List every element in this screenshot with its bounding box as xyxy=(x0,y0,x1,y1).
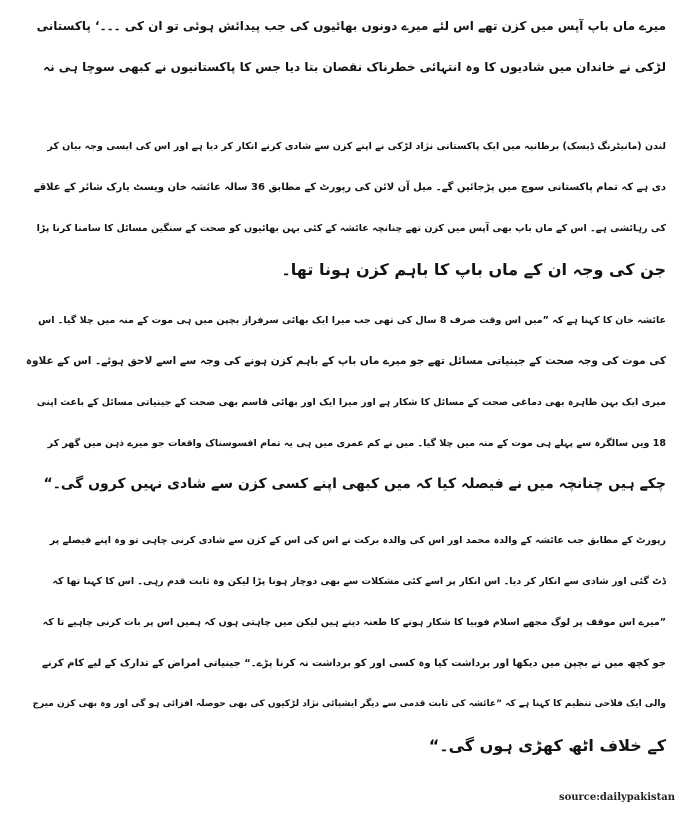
intro-paragraph xyxy=(26,6,666,88)
text-line: جو کچھ میں نے بچپن میں دیکھا اور برداشت کیا وہ کسی اور کو برداشت نہ کرنا پڑے۔“ جینیاتی امراض کے تدارک کے لیے کام کرنے xyxy=(41,658,666,669)
text-line: چکے ہیں چنانچہ میں نے فیصلہ کیا کہ میں کبھی اپنے کسی کزن سے شادی نہیں کروں گی۔“ xyxy=(43,476,666,492)
text-line: کی موت کی وجہ صحت کے جینیاتی مسائل تھے جو میرے ماں باپ کے باہم کزن ہونے کی وجہ سے اسے لاحق ہوئے۔ اس کے علاوہ xyxy=(26,355,666,367)
source-credit: source:dailypakistan xyxy=(558,792,675,803)
text-line: دی ہے کہ تمام پاکستانی سوچ میں پڑجائیں گے۔ میل آن لائن کی رپورٹ کے مطابق 36 سالہ عائشہ خان ویسٹ یارک شائر کے علاقے xyxy=(33,182,666,193)
text-line: عائشہ خان کا کہنا ہے کہ ”میں اس وقت صرف 8 سال کی تھی جب میرا ایک بھائی سرفراز بچپن میں ہی موت کے منہ میں چلا گیا۔ اس xyxy=(38,315,666,326)
text-line: لڑکی نے خاندان میں شادیوں کا وہ انتہائی خطرناک نقصان بتا دیا جس کا پاکستانیوں نے کبھی سوچا ہی نہ xyxy=(43,60,666,74)
text-line: رپورٹ کے مطابق جب عائشہ کے والدہ محمد اور اس کی والدہ برکت نے اس کی اس کے کزن سے شادی کرنی چاہی تو وہ اپنے فیصلے پر xyxy=(49,535,666,546)
body-paragraph-2 xyxy=(26,300,666,505)
body-paragraph-3 xyxy=(26,520,666,766)
text-line: ”میرے اس موقف پر لوگ مجھے اسلام فوبیا کا شکار ہونے کا طعنہ دیتے ہیں لیکن میں چاہتی ہوں کہ ہمیں اس پر بات کرنی چاہیے تا کہ xyxy=(42,617,666,628)
text-line: میرے ماں باپ آپس میں کزن تھے اس لئے میرے دونوں بھائیوں کی جب پیدائش ہوئی تو ان کی ۔۔۔‘ پاکستانی xyxy=(36,19,666,33)
text-line: کے خلاف اٹھ کھڑی ہوں گی۔“ xyxy=(428,736,666,755)
text-line: ڈٹ گئی اور شادی سے انکار کر دیا۔ اس انکار پر اسے کئی مشکلات سے بھی دوچار ہونا پڑا لیکن وہ ثابت قدم رہی۔ اس کا کہنا تھا کہ xyxy=(52,576,666,587)
text-line: والی ایک فلاحی تنظیم کا کہنا ہے کہ ”عائشہ کی ثابت قدمی سے دیگر ایشیائی نژاد لڑکیوں کی بھی حوصلہ افزائی ہو گی اور وہ بھی کزن میرج xyxy=(32,699,666,709)
text-line: 18 ویں سالگرہ سے پہلے ہی موت کے منہ میں چلا گیا۔ میں نے کم عمری میں ہی یہ تمام افسوسناک واقعات جو میرے ذہن میں گھر کر xyxy=(47,438,666,449)
text-line: میری ایک بہن طاہرہ بھی دماغی صحت کے مسائل کا شکار ہے اور میرا ایک اور بھائی قاسم بھی صحت کے جینیاتی مسائل کے باعث اپنی xyxy=(36,397,666,408)
text-line: جن کی وجہ ان کے ماں باپ کا باہم کزن ہونا تھا۔ xyxy=(281,260,666,279)
text-line: لندن (مانیٹرنگ ڈیسک) برطانیہ میں ایک پاکستانی نژاد لڑکی نے اپنے کزن سے شادی کرنے انکار کر دیا ہے اور اس کی ایسی وجہ بیان کر xyxy=(47,141,666,152)
body-paragraph-1 xyxy=(26,126,666,290)
text-line: کی رہائشی ہے۔ اس کے ماں باپ بھی آپس میں کزن تھے چنانچہ عائشہ کے کئی بہن بھائیوں کو صحت کے سنگین مسائل کا سامنا کرنا پڑا xyxy=(36,223,666,234)
